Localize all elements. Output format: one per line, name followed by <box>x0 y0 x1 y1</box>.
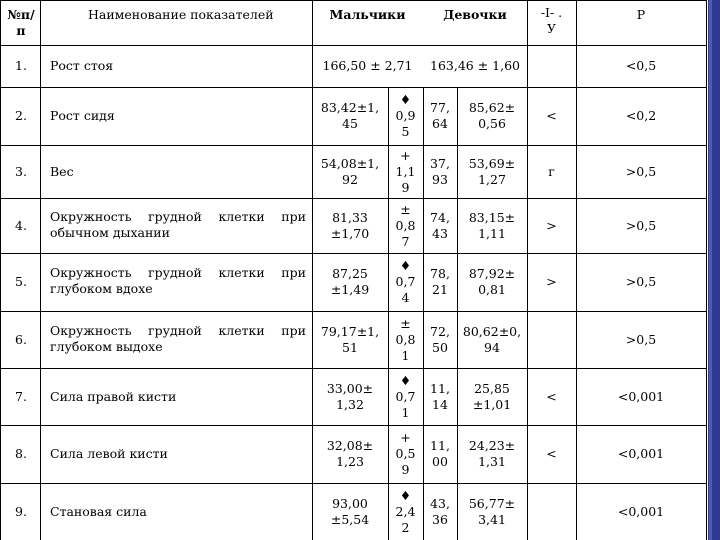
header-boys: Мальчики <box>329 7 406 22</box>
row-1-boys: 166,50 ± 2,71 <box>322 58 413 73</box>
row-3-p: >0,5 <box>625 163 657 179</box>
row-9-boys-extra: ♦ 2,4 2 <box>395 487 416 535</box>
row-6-name <box>50 317 306 360</box>
row-4-number: 4. <box>15 217 27 233</box>
row-1-name: Рост стоя <box>50 58 114 73</box>
row-3-girls-mean: 53,69± 1,27 <box>468 155 516 187</box>
row-7-name: Сила правой кисти <box>50 388 177 404</box>
column-border <box>40 0 41 540</box>
row-4-name-word: грудной <box>148 208 202 224</box>
row-4-girls-mean: 83,15± 1,11 <box>468 209 516 241</box>
row-1-number: 1. <box>15 58 27 73</box>
row-6-name-line2: глубоком выдохе <box>50 338 163 354</box>
row-6-name-word: Окружность <box>50 322 132 338</box>
row-3-number: 3. <box>15 163 27 179</box>
row-6-boys-extra: ± 0,8 1 <box>395 315 416 363</box>
row-5-boys-mean: 87,25 ±1,49 <box>330 266 370 297</box>
row-1-t <box>527 45 576 87</box>
blue-sidebar <box>708 0 720 540</box>
header-t: -I- . У <box>540 5 563 36</box>
row-5-p: >0,5 <box>625 274 657 289</box>
row-4-p: >0,5 <box>625 217 657 233</box>
row-9-name: Становая сила <box>50 503 147 519</box>
header-girls: Девочки <box>443 7 507 22</box>
row-4-t: > <box>546 217 557 233</box>
row-3-girls-a: 37, 93 <box>430 155 450 187</box>
row-7-boys-extra: ♦ 0,7 1 <box>395 372 416 420</box>
header-number: №п/ п <box>7 6 35 38</box>
row-1-p: <0,5 <box>625 58 657 73</box>
column-border <box>0 0 1 540</box>
row-6-boys-mean: 79,17±1, 51 <box>320 323 380 355</box>
row-2-name: Рост сидя <box>50 108 115 123</box>
row-4-name-word: клетки <box>218 208 265 224</box>
row-5-name-word: клетки <box>218 265 265 280</box>
row-8-number: 8. <box>15 446 27 461</box>
header-name: Наименование показателей <box>88 7 274 22</box>
row-8-t: < <box>546 446 557 461</box>
row-2-number: 2. <box>15 108 27 123</box>
row-2-girls-a: 77, 64 <box>430 100 450 131</box>
column-border <box>706 0 707 540</box>
row-3-name: Вес <box>50 163 74 179</box>
row-5-name-word: при <box>281 265 306 280</box>
row-5-boys-extra: ♦ 0,7 4 <box>395 258 416 305</box>
row-9-boys-mean: 93,00 ±5,54 <box>330 495 370 527</box>
row-4-girls-a: 74, 43 <box>430 209 450 241</box>
row-5-name-word: Окружность <box>50 265 132 280</box>
row-7-number: 7. <box>15 388 27 404</box>
row-9-girls-a: 43, 36 <box>430 495 450 527</box>
row-2-p: <0,2 <box>625 108 657 123</box>
row-9-number: 9. <box>15 503 27 519</box>
row-8-boys-mean: 32,08± 1,23 <box>326 438 374 469</box>
row-5-t: > <box>546 274 557 289</box>
row-5-girls-mean: 87,92± 0,81 <box>468 266 516 297</box>
row-2-t: < <box>546 108 557 123</box>
row-5-number: 5. <box>15 274 27 289</box>
row-7-p: <0,001 <box>617 388 665 404</box>
row-6-number: 6. <box>15 331 27 347</box>
row-5-name <box>50 259 306 303</box>
row-5-name-word: грудной <box>148 265 202 280</box>
row-7-girls-a: 11, 14 <box>430 380 450 412</box>
row-6-p: >0,5 <box>625 331 657 347</box>
row-4-name <box>50 204 306 245</box>
row-3-boys-mean: 54,08±1, 92 <box>320 155 380 187</box>
row-5-name-line2: глубоком вдохе <box>50 281 153 296</box>
row-6-name-word: клетки <box>218 322 265 338</box>
row-3-t: г <box>548 163 555 179</box>
row-5-girls-a: 78, 21 <box>430 266 450 297</box>
row-7-t: < <box>546 388 557 404</box>
row-6-name-word: при <box>281 322 306 338</box>
row-9-t <box>527 483 576 540</box>
row-8-name: Сила левой кисти <box>50 446 168 461</box>
row-4-name-line2: обычном дыхании <box>50 224 170 240</box>
row-3-boys-extra: + 1,1 9 <box>395 147 416 195</box>
header-p: P <box>636 7 646 22</box>
row-6-girls-a: 72, 50 <box>430 323 450 355</box>
row-8-girls-a: 11, 00 <box>430 438 450 469</box>
row-6-girls-mean: 80,62±0, 94 <box>462 323 522 355</box>
row-2-boys-extra: ♦ 0,9 5 <box>395 92 416 139</box>
row-8-girls-mean: 24,23± 1,31 <box>468 438 516 469</box>
row-9-girls-mean: 56,77± 3,41 <box>468 495 516 527</box>
row-4-boys-extra: ± 0,8 7 <box>395 201 416 249</box>
row-4-name-word: при <box>281 208 306 224</box>
row-1-girls: 163,46 ± 1,60 <box>430 58 520 73</box>
row-2-girls-mean: 85,62± 0,56 <box>468 100 516 131</box>
row-8-boys-extra: + 0,5 9 <box>395 430 416 477</box>
row-4-name-word: Окружность <box>50 208 132 224</box>
row-6-t <box>527 311 576 368</box>
row-7-boys-mean: 33,00± 1,32 <box>326 380 374 412</box>
row-9-p: <0,001 <box>617 503 665 519</box>
row-7-girls-mean: 25,85 ±1,01 <box>472 380 512 412</box>
row-2-boys-mean: 83,42±1, 45 <box>320 100 380 131</box>
row-8-p: <0,001 <box>617 446 665 461</box>
row-6-name-word: грудной <box>148 322 202 338</box>
row-4-boys-mean: 81,33 ±1,70 <box>330 209 370 241</box>
